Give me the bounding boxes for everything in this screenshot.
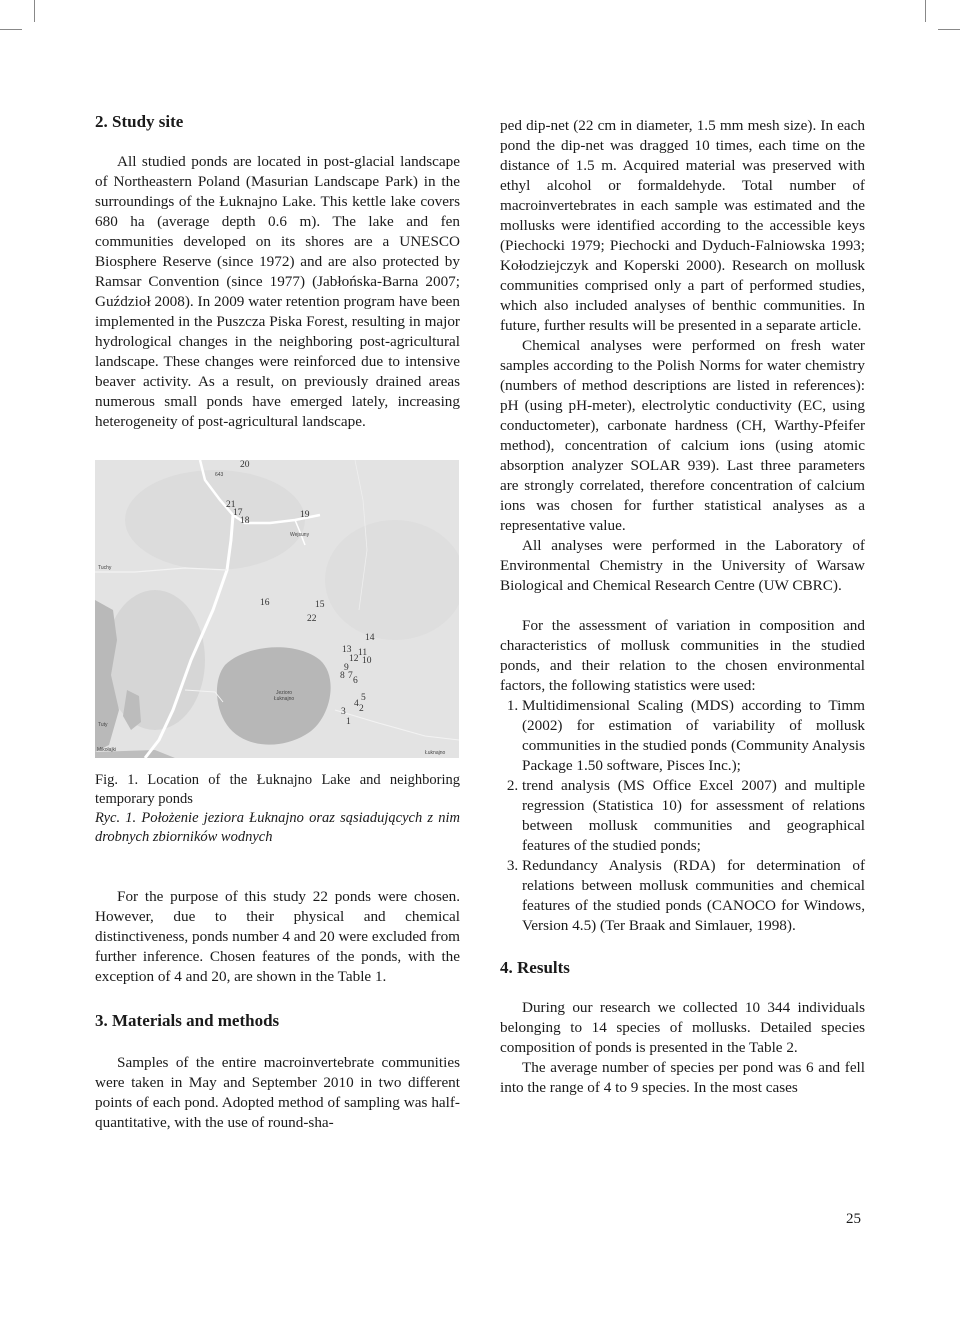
pond-label: 5 <box>361 693 366 703</box>
pond-label: 10 <box>362 656 372 666</box>
place-label: Łuknajno <box>425 750 446 756</box>
crop-mark <box>0 29 22 30</box>
list-item: 2. trend analysis (MS Office Excel 2007) and multiple regression (Statistica 10) for assessment of relations between mollusk communities and geographical features of the studied ponds; <box>522 776 865 856</box>
figure-caption-polish: Ryc. 1. Położenie jeziora Łuknajno oraz sąsiadujących z nim drobnych zbiorników wodnych <box>95 810 460 845</box>
page-number: 25 <box>846 1211 861 1227</box>
pond-label: 20 <box>240 460 250 470</box>
paragraph: Samples of the entire macroinvertebrate communities were taken in May and September 2010 in two different points of each pond. Adopted method of sampling was half-quantitative, with the use of round-sha- <box>95 1054 460 1131</box>
pond-label: 4 <box>354 699 359 709</box>
pond-label: 11 <box>358 648 368 658</box>
paragraph: The average number of species per pond was 6 and fell into the range of 4 to 9 species. In the most cases <box>500 1059 865 1096</box>
pond-label: 1 <box>346 717 351 727</box>
map-graphic <box>95 460 459 758</box>
pond-label: 8 <box>340 671 345 681</box>
pond-label: 9 <box>344 663 349 673</box>
place-label: Mikołajki <box>97 747 117 753</box>
pond-label: 6 <box>353 676 358 686</box>
pond-label: 12 <box>349 654 359 664</box>
lake-name-label: Jezioro Łuknajno <box>273 690 295 702</box>
pond-label: 2 <box>359 704 364 714</box>
crop-mark <box>34 0 35 22</box>
pond-label: 21 <box>226 500 236 510</box>
right-column <box>500 116 865 1098</box>
crop-mark <box>938 29 960 30</box>
pond-label: 3 <box>341 707 346 717</box>
place-label: Tuty <box>98 722 108 728</box>
section-heading-results: 4. Results <box>500 958 570 977</box>
paragraph: All analyses were performed in the Laboratory of Environmental Chemistry in the University of Warsaw Biological and Chemical Research Centre (UW CBRC). <box>500 537 865 594</box>
crop-mark <box>925 0 926 22</box>
road-number-label: 643 <box>215 472 224 478</box>
list-item: 1. Multidimensional Scaling (MDS) according to Timm (2002) for estimation of variability of mollusk communities in the studied ponds (Community Analysis Package 1.50 software, Pisces Inc.); <box>522 696 865 776</box>
figure-caption: Fig. 1. Location of the Łuknajno Lake and neighboring temporary ponds <box>95 772 460 807</box>
pond-label: 14 <box>365 633 375 643</box>
section-heading-study-site: 2. Study site <box>95 112 184 131</box>
left-column <box>95 112 460 1133</box>
paragraph: During our research we collected 10 344 individuals belonging to 14 species of mollusks. Detailed species composition of ponds is presented in the Table 2. <box>500 999 865 1056</box>
paragraph: All studied ponds are located in post-glacial landscape of Northeastern Poland (Masurian Landscape Park) in the surroundings of the Łuknajno Lake. This kettle lake covers 680 ha (average depth 0.6 m). The lake and fen communities developed on its shores are a UNESCO Biosphere Reserve (since 1972) and are also protected by Ramsar Convention (since 1977) (Jabłońska-Barna 2007; Guździoł 2008). In 2009 water retention program have been implemented in the Puszcza Piska Forest, resulting in major hydrological changes in the neighboring post-agricultural landscape. These changes were reinforced due to intensive beaver activity. As a result, on previously drained areas numerous small ponds have emerged lately, increasing heterogeneity of post-agricultural landscape. <box>95 153 460 430</box>
statistics-list <box>500 696 865 936</box>
pond-label: 17 <box>233 508 243 518</box>
pond-label: 7 <box>348 671 353 681</box>
pond-label: 16 <box>260 598 270 608</box>
pond-label: 13 <box>342 645 352 655</box>
location-map <box>95 460 459 758</box>
section-heading-methods: 3. Materials and methods <box>95 1011 280 1030</box>
place-label: Tuchy <box>98 565 112 571</box>
paragraph: ped dip-net (22 cm in diameter, 1.5 mm mesh size). In each pond the dip-net was dragged 10 times, each time on the distance of 1.5 m. Acquired material was preserved with ethyl alcohol or formaldehyde. Total number of macroinvertebrates in each sample was estimated and the mollusks were identified according to the accessible keys (Piechocki 1979; Piechocki and Dyduch-Falniowska 1993; Kołodziejczyk and Koperski 2000). Research on mollusk communities comprised only a part of performed studies, which also included analyses of benthic communities. In future, further results will be presented in a separate article. <box>500 117 865 334</box>
pond-label: 15 <box>315 600 325 610</box>
pond-label: 18 <box>240 516 250 526</box>
pond-label: 22 <box>307 614 317 624</box>
paragraph: Chemical analyses were performed on fresh water samples according to the Polish Norms for water chemistry (numbers of method descriptions are listed in references): pH (using pH-meter), electrolytic conductivity (EC, using conductometer), carbonate hardness (CH, Warthy-Pfeifer method), concentration of calcium ions (using atomic absorption analyzer SOLAR 939). Last three parameters are strongly correlated, therefore concentration of calcium ions was chosen for further statistical analyses as a representative value. <box>500 337 865 534</box>
pond-label: 19 <box>300 510 310 520</box>
list-item: 3. Redundancy Analysis (RDA) for determination of relations between mollusk communities and chemical features of the studied ponds (CANOCO for Windows, Version 4.5) (Ter Braak and Simlauer, 1998). <box>522 856 865 936</box>
place-label: Wejsuny <box>290 532 310 538</box>
paragraph: For the purpose of this study 22 ponds were chosen. However, due to their physical and chemical distinctiveness, ponds number 4 and 20 were excluded from further inference. Chosen features of the ponds, with the exception of 4 and 20, are shown in the Table 1. <box>95 888 460 985</box>
paragraph: For the assessment of variation in composition and characteristics of mollusk communities in the studied ponds, and their relation to the chosen environmental factors, the following statistics were used: <box>500 617 865 694</box>
